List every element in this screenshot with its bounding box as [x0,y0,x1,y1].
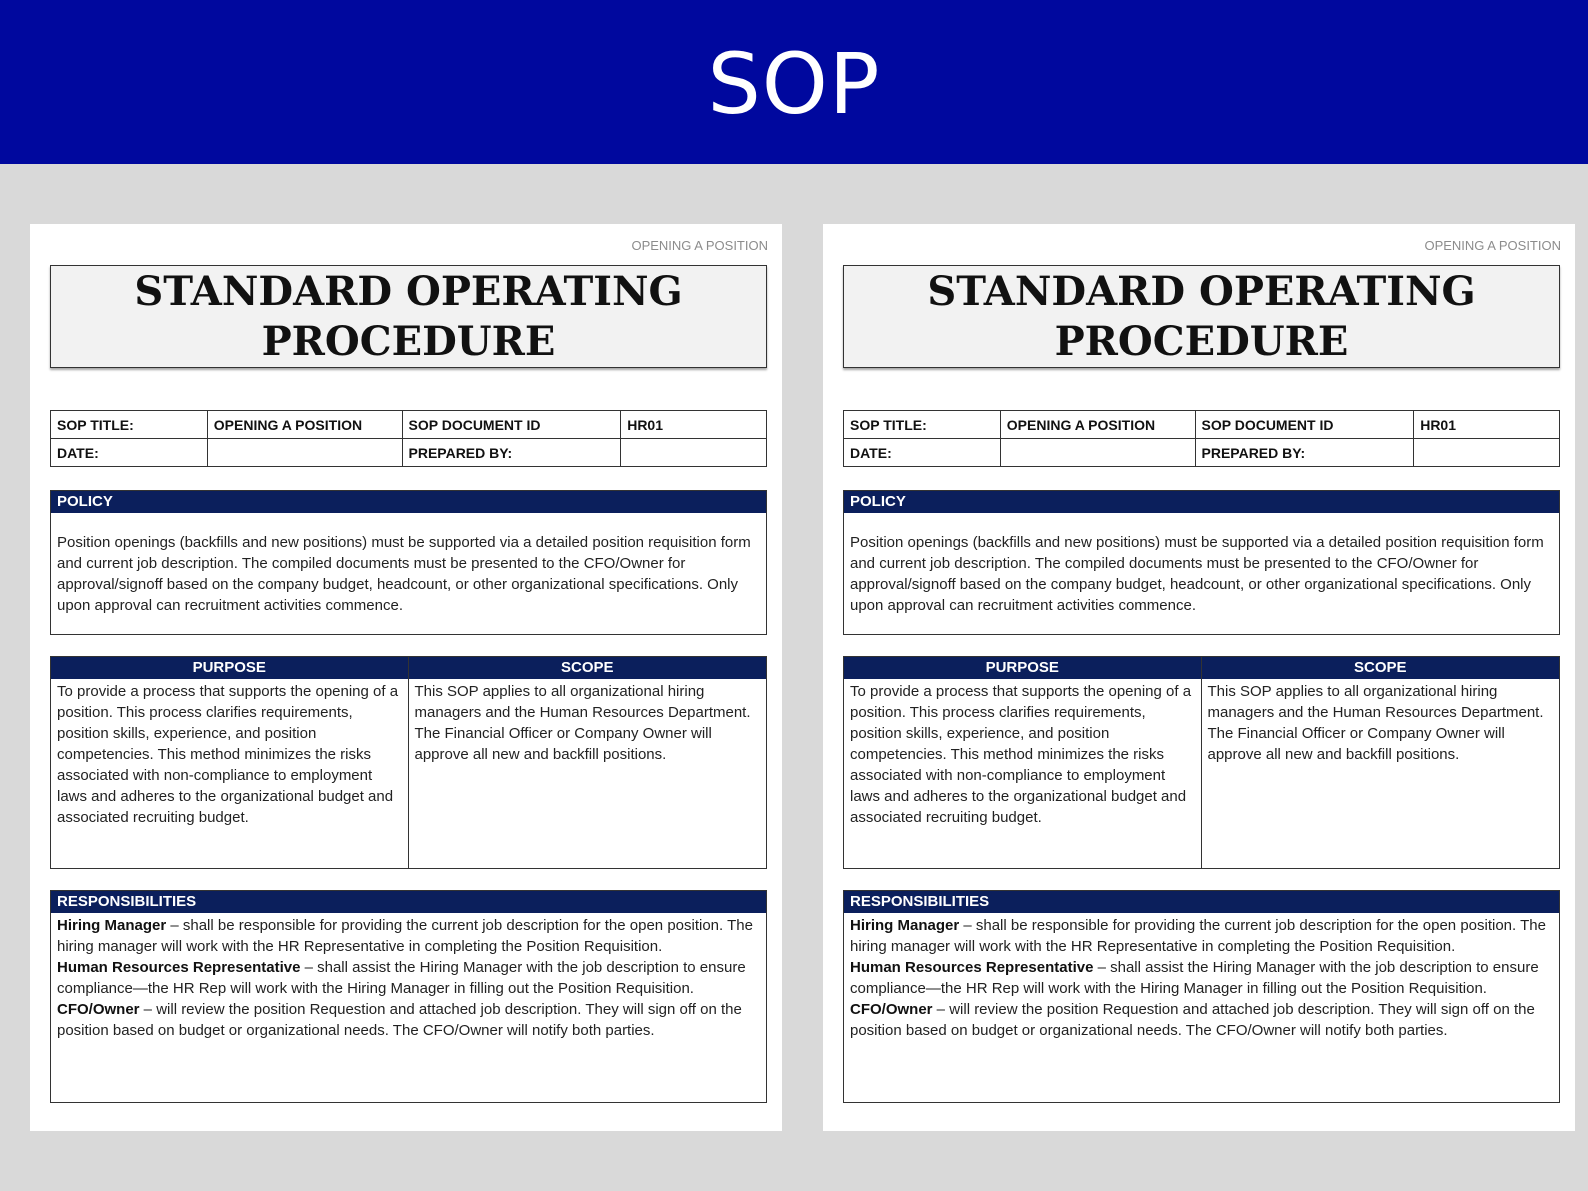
prepared-by-value[interactable] [621,439,767,467]
meta-row [51,411,767,439]
policy-text: Position openings (backfills and new positions) must be supported via a detailed position requisition form and current job description. The compiled documents must be presented to the CFO/Owner for approval/signoff based on the company budget, headcount, or other organizational specifications. Only upon approval can recruitment activities commence. [850,534,1544,614]
page-header-label: OPENING A POSITION [1424,238,1561,253]
meta-row [51,439,767,467]
page-header-label: OPENING A POSITION [631,238,768,253]
date-value[interactable] [1000,439,1195,467]
prepared-by-label: PREPARED BY: [402,439,621,467]
purpose-scope-section [843,656,1560,869]
sop-title-value[interactable]: OPENING A POSITION [1000,411,1195,439]
responsibility-text: – will review the position Requestion and attached job description. They will sign off on the position based on budget or organizational needs. The CFO/Owner will notify both parties. [57,1001,742,1039]
responsibility-text: – shall assist the Hiring Manager with the job description to ensure compliance—the HR Rep will work with the Hiring Manager in filling out the Position Requisition. [57,959,746,997]
purpose-text: To provide a process that supports the opening of a position. This process clarifies requirements, position skills, experience, and position competencies. This method minimizes the risks associated with non-compliance to employment laws and adheres to the organizational budget and associated recruiting budget. [850,683,1192,826]
sop-title-label: SOP TITLE: [51,411,208,439]
scope-text: This SOP applies to all organizational hiring managers and the Human Resources Department. The Financial Officer or Company Owner will approve all new and backfill positions. [414,683,751,763]
title-banner [0,0,1588,164]
document-title-box [50,265,767,368]
responsibility-text: – shall be responsible for providing the current job description for the open position. The hiring manager will work with the HR Representative in completing the Position Requisition. [57,917,753,955]
purpose-text: To provide a process that supports the opening of a position. This process clarifies requirements, position skills, experience, and position competencies. This method minimizes the risks associated with non-compliance to employment laws and adheres to the organizational budget and associated recruiting budget. [57,683,399,826]
doc-id-value[interactable]: HR01 [621,411,767,439]
sop-page-right [823,224,1575,1131]
responsibility-text: – will review the position Requestion and attached job description. They will sign off on the position based on budget or organizational needs. The CFO/Owner will notify both parties. [850,1001,1535,1039]
document-title-line-2: PROCEDURE [1054,317,1349,365]
responsibilities-heading: RESPONSIBILITIES [51,891,766,913]
document-title-box [843,265,1560,368]
doc-id-value[interactable]: HR01 [1414,411,1560,439]
responsibility-role: Human Resources Representative [850,959,1094,976]
purpose-column [844,657,1202,868]
purpose-column [51,657,409,868]
date-label: DATE: [844,439,1001,467]
banner-title: SOP [707,35,881,133]
scope-text: This SOP applies to all organizational hiring managers and the Human Resources Department. The Financial Officer or Company Owner will approve all new and backfill positions. [1207,683,1544,763]
responsibility-role: Hiring Manager [57,917,167,934]
date-label: DATE: [51,439,208,467]
responsibilities-list [844,913,1559,1041]
scope-column [1202,657,1560,868]
purpose-heading: PURPOSE [51,657,408,679]
document-title-line-1: STANDARD OPERATING [134,267,683,315]
meta-row [844,439,1560,467]
responsibility-item [57,999,760,1041]
responsibilities-section [843,890,1560,1103]
doc-id-label: SOP DOCUMENT ID [1195,411,1414,439]
policy-heading: POLICY [51,491,766,513]
responsibility-role: CFO/Owner [850,1001,933,1018]
responsibility-item [850,915,1553,957]
responsibilities-section [50,890,767,1103]
policy-section [843,490,1560,635]
sop-title-label: SOP TITLE: [844,411,1001,439]
meta-row [844,411,1560,439]
responsibility-role: CFO/Owner [57,1001,140,1018]
policy-section [50,490,767,635]
responsibility-text: – shall be responsible for providing the current job description for the open position. The hiring manager will work with the HR Representative in completing the Position Requisition. [850,917,1546,955]
document-title-line-1: STANDARD OPERATING [927,267,1476,315]
responsibility-role: Human Resources Representative [57,959,301,976]
scope-heading: SCOPE [1202,657,1560,679]
responsibility-text: – shall assist the Hiring Manager with the job description to ensure compliance—the HR Rep will work with the Hiring Manager in filling out the Position Requisition. [850,959,1539,997]
responsibility-item [850,999,1553,1041]
sop-title-value[interactable]: OPENING A POSITION [207,411,402,439]
purpose-heading: PURPOSE [844,657,1201,679]
sop-page-left [30,224,782,1131]
scope-column [409,657,767,868]
responsibility-role: Hiring Manager [850,917,960,934]
prepared-by-label: PREPARED BY: [1195,439,1414,467]
meta-table [50,410,767,467]
policy-heading: POLICY [844,491,1559,513]
prepared-by-value[interactable] [1414,439,1560,467]
responsibility-item [850,957,1553,999]
responsibility-item [57,915,760,957]
responsibilities-list [51,913,766,1041]
responsibilities-heading: RESPONSIBILITIES [844,891,1559,913]
meta-table [843,410,1560,467]
doc-id-label: SOP DOCUMENT ID [402,411,621,439]
responsibility-item [57,957,760,999]
purpose-scope-section [50,656,767,869]
date-value[interactable] [207,439,402,467]
document-title-line-2: PROCEDURE [261,317,556,365]
policy-text: Position openings (backfills and new positions) must be supported via a detailed position requisition form and current job description. The compiled documents must be presented to the CFO/Owner for approval/signoff based on the company budget, headcount, or other organizational specifications. Only upon approval can recruitment activities commence. [57,534,751,614]
scope-heading: SCOPE [409,657,767,679]
